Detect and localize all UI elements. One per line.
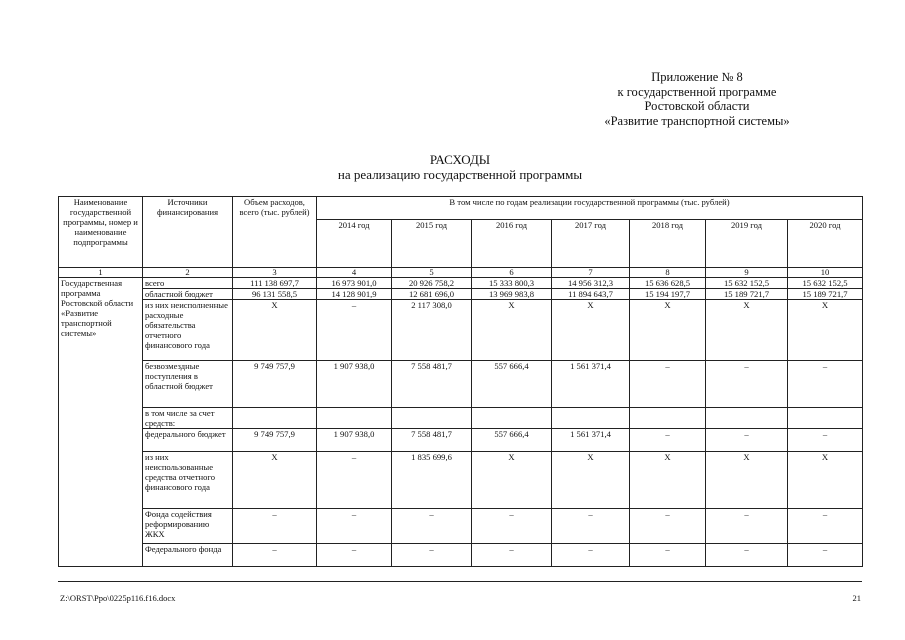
value-cell: Х — [788, 452, 863, 509]
column-number: 7 — [552, 268, 630, 278]
column-number: 1 — [59, 268, 143, 278]
table-row — [59, 300, 863, 361]
value-cell: – — [552, 544, 630, 567]
value-cell: – — [392, 544, 472, 567]
header-sources: Источники финансирования — [143, 197, 233, 268]
source-cell: из них неиспользованные средства отчетного финансового года — [143, 452, 233, 509]
value-cell: 1 907 938,0 — [317, 429, 392, 452]
table-row — [59, 429, 863, 452]
source-cell: безвозмездные поступления в областной бюджет — [143, 361, 233, 408]
value-cell — [706, 408, 788, 429]
column-number: 4 — [317, 268, 392, 278]
source-cell: в том числе за счет средств: — [143, 408, 233, 429]
value-cell: 1 835 699,6 — [392, 452, 472, 509]
table-row — [59, 544, 863, 567]
value-cell: – — [552, 509, 630, 544]
value-cell: – — [233, 544, 317, 567]
value-cell: 96 131 558,5 — [233, 289, 317, 300]
value-cell: – — [392, 509, 472, 544]
value-cell: 7 558 481,7 — [392, 361, 472, 408]
expenses-table — [58, 196, 863, 567]
value-cell: – — [630, 544, 706, 567]
value-cell: Х — [552, 300, 630, 361]
value-cell: 1 561 371,4 — [552, 429, 630, 452]
value-cell: 11 894 643,7 — [552, 289, 630, 300]
appendix-line-4: «Развитие транспортной системы» — [604, 113, 790, 128]
source-cell: Федерального фонда — [143, 544, 233, 567]
value-cell: 2 117 308,0 — [392, 300, 472, 361]
title-sub: на реализацию государственной программы — [337, 167, 583, 182]
value-cell: Х — [630, 300, 706, 361]
column-number: 3 — [233, 268, 317, 278]
appendix-line-1: Приложение № 8 — [651, 70, 743, 84]
header-year: 2019 год — [706, 220, 788, 268]
value-cell: 15 189 721,7 — [706, 289, 788, 300]
document-title — [0, 152, 905, 182]
value-cell: 20 926 758,2 — [392, 278, 472, 289]
value-cell — [788, 408, 863, 429]
value-cell: – — [706, 509, 788, 544]
value-cell: 12 681 696,0 — [392, 289, 472, 300]
header-year: 2020 год — [788, 220, 863, 268]
source-cell: областной бюджет — [143, 289, 233, 300]
appendix-line-2: к государственной программе — [617, 84, 777, 99]
table-row — [59, 361, 863, 408]
value-cell — [472, 408, 552, 429]
appendix-note — [557, 70, 837, 128]
column-number: 9 — [706, 268, 788, 278]
column-number: 10 — [788, 268, 863, 278]
column-number: 2 — [143, 268, 233, 278]
table-row — [59, 452, 863, 509]
value-cell: – — [788, 429, 863, 452]
value-cell — [317, 408, 392, 429]
value-cell: 15 189 721,7 — [788, 289, 863, 300]
header-year: 2014 год — [317, 220, 392, 268]
value-cell: – — [706, 361, 788, 408]
value-cell: 9 749 757,9 — [233, 361, 317, 408]
value-cell: – — [630, 509, 706, 544]
value-cell: 14 956 312,3 — [552, 278, 630, 289]
value-cell: – — [788, 361, 863, 408]
value-cell: Х — [706, 452, 788, 509]
program-name-cell: Государственная программа Ростовской области «Развитие транспортной системы» — [59, 278, 143, 567]
value-cell: 1 907 938,0 — [317, 361, 392, 408]
value-cell: 15 194 197,7 — [630, 289, 706, 300]
value-cell: Х — [788, 300, 863, 361]
value-cell: 111 138 697,7 — [233, 278, 317, 289]
table-row — [59, 408, 863, 429]
value-cell: – — [472, 544, 552, 567]
value-cell — [552, 408, 630, 429]
value-cell: 14 128 901,9 — [317, 289, 392, 300]
value-cell: 15 333 800,3 — [472, 278, 552, 289]
value-cell: Х — [472, 452, 552, 509]
source-cell: Фонда содействия реформированию ЖКХ — [143, 509, 233, 544]
value-cell: 557 666,4 — [472, 361, 552, 408]
value-cell: 16 973 901,0 — [317, 278, 392, 289]
value-cell: 15 636 628,5 — [630, 278, 706, 289]
column-number-row — [59, 268, 863, 278]
header-year: 2018 год — [630, 220, 706, 268]
value-cell: – — [630, 361, 706, 408]
value-cell: – — [317, 509, 392, 544]
table-row — [59, 278, 863, 289]
table-header-row-1 — [59, 197, 863, 220]
header-year: 2017 год — [552, 220, 630, 268]
column-number: 5 — [392, 268, 472, 278]
value-cell: 7 558 481,7 — [392, 429, 472, 452]
appendix-line-3: Ростовской области — [644, 99, 750, 113]
source-cell: всего — [143, 278, 233, 289]
value-cell: Х — [706, 300, 788, 361]
value-cell: 15 632 152,5 — [788, 278, 863, 289]
value-cell — [233, 408, 317, 429]
header-total-volume: Объем расходов, всего (тыс. рублей) — [233, 197, 317, 268]
title-main: РАСХОДЫ — [429, 152, 491, 167]
value-cell: 13 969 983,8 — [472, 289, 552, 300]
header-years-group: В том числе по годам реализации государственной программы (тыс. рублей) — [317, 197, 863, 220]
header-year: 2016 год — [472, 220, 552, 268]
table-row — [59, 289, 863, 300]
value-cell: 1 561 371,4 — [552, 361, 630, 408]
column-number: 8 — [630, 268, 706, 278]
value-cell: 9 749 757,9 — [233, 429, 317, 452]
value-cell: – — [706, 544, 788, 567]
value-cell: – — [630, 429, 706, 452]
value-cell: – — [472, 509, 552, 544]
value-cell: 557 666,4 — [472, 429, 552, 452]
value-cell: Х — [233, 452, 317, 509]
source-cell: из них неисполненные расходные обязательства отчетного финансового года — [143, 300, 233, 361]
value-cell: – — [317, 300, 392, 361]
value-cell: Х — [233, 300, 317, 361]
value-cell: – — [788, 544, 863, 567]
value-cell: Х — [472, 300, 552, 361]
footer-divider — [58, 581, 862, 582]
value-cell: Х — [630, 452, 706, 509]
header-year: 2015 год — [392, 220, 472, 268]
header-program-name: Наименование государственной программы, номер и наименование подпрограммы — [59, 197, 143, 268]
page-number: 21 — [852, 593, 861, 603]
source-cell: федерального бюджет — [143, 429, 233, 452]
value-cell: – — [788, 509, 863, 544]
value-cell: 15 632 152,5 — [706, 278, 788, 289]
file-path: Z:\ORST\Ppo\0225p116.f16.docx — [60, 593, 176, 603]
value-cell — [630, 408, 706, 429]
value-cell: – — [233, 509, 317, 544]
value-cell — [392, 408, 472, 429]
value-cell: – — [317, 544, 392, 567]
column-number: 6 — [472, 268, 552, 278]
value-cell: Х — [552, 452, 630, 509]
value-cell: – — [317, 452, 392, 509]
table-row — [59, 509, 863, 544]
value-cell: – — [706, 429, 788, 452]
